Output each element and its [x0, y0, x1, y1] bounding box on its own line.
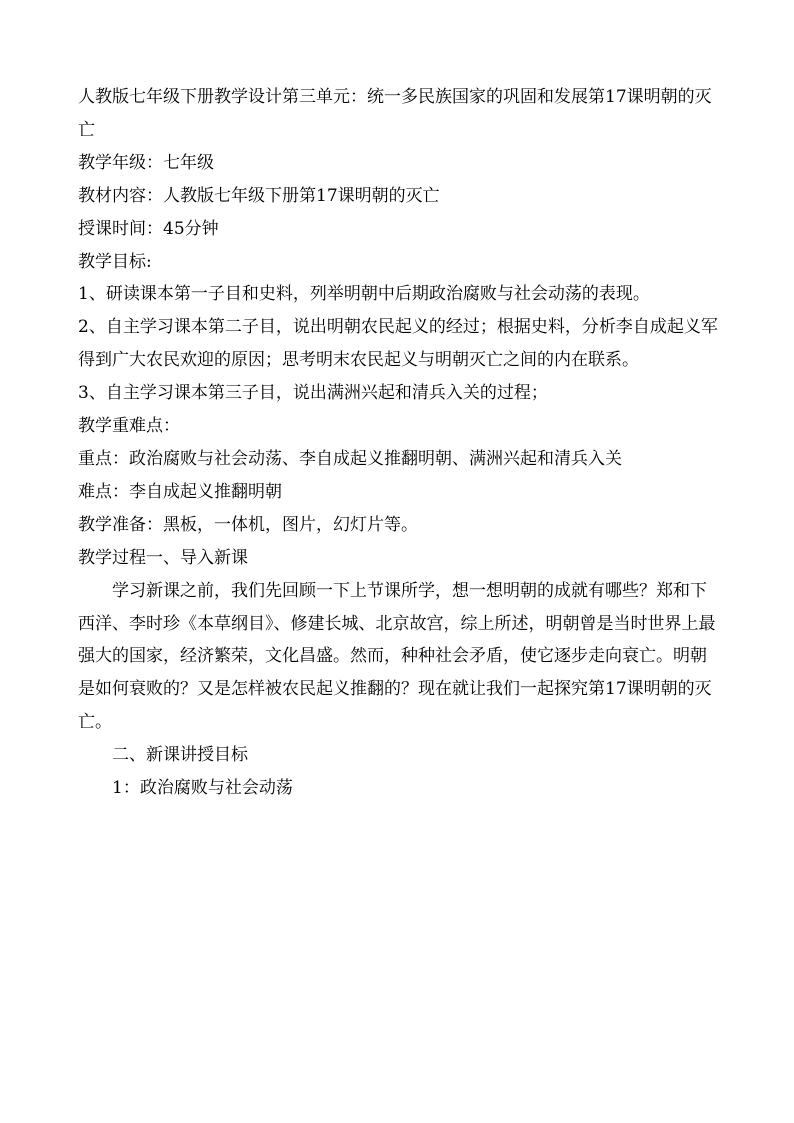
objectives-heading: 教学目标: — [78, 251, 152, 272]
intro-paragraph: 学习新课之前，我们先回顾一下上节课所学，想一想明朝的成就有哪些？郑和下西洋、李时珍《本草纲目》、修建长城、北京故宫，综上所述，明朝曾是当时世界上最强大的国家，经济繁荣，文化昌盛。然而，种种社会矛盾，使它逐步走向衰亡。明朝是如何衰败的？又是怎样被农民起义推翻的？现在就让我们一起探究第17课明朝的灭亡。 — [78, 580, 716, 733]
process-intro-heading: 教学过程一、导入新课 — [78, 547, 248, 568]
teaching-grade: 教学年级：七年级 — [78, 152, 214, 173]
difficult-points: 难点：李自成起义推翻明朝 — [78, 481, 282, 502]
document-page — [78, 81, 718, 805]
class-duration: 授课时间：45分钟 — [78, 218, 219, 239]
teaching-preparation: 教学准备：黑板，一体机，图片，幻灯片等。 — [78, 514, 418, 535]
objective-1: 1、研读课本第一子目和史料，列举明朝中后期政治腐败与社会动荡的表现。 — [78, 284, 650, 305]
key-points: 重点：政治腐败与社会动荡、李自成起义推翻明朝、满洲兴起和清兵入关 — [78, 448, 622, 469]
objective-2: 2、自主学习课本第二子目，说出明朝农民起义的经过；根据史料，分析李自成起义军得到广大农民欢迎的原因；思考明末农民起义与明朝灭亡之间的内在联系。 — [78, 317, 718, 371]
key-points-heading: 教学重难点： — [78, 416, 180, 437]
new-lesson-heading: 二、新课讲授目标 — [112, 745, 248, 766]
objective-3: 3、自主学习课本第三子目，说出满洲兴起和清兵入关的过程； — [78, 383, 548, 404]
section-1-heading: 1：政治腐败与社会动荡 — [112, 778, 293, 799]
document-title: 人教版七年级下册教学设计第三单元：统一多民族国家的巩固和发展第17课明朝的灭亡 — [78, 87, 712, 140]
textbook-content: 教材内容：人教版七年级下册第17课明朝的灭亡 — [78, 185, 440, 206]
